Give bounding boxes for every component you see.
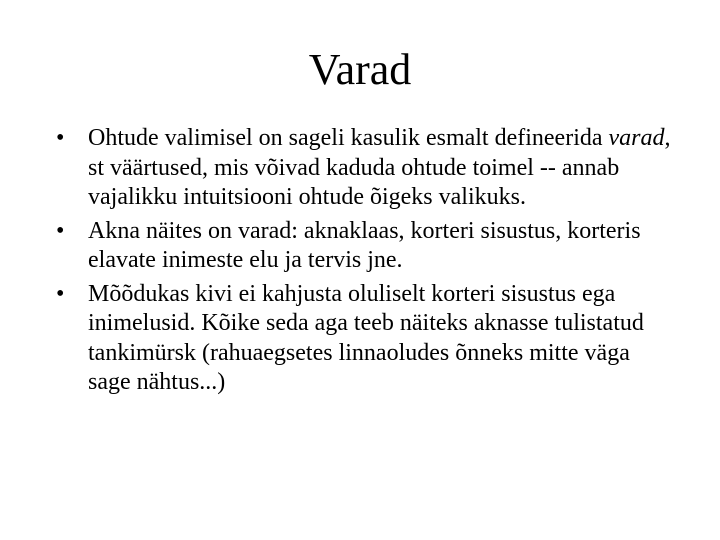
bullet-marker-icon: • bbox=[56, 280, 65, 307]
bullet-marker-icon: • bbox=[56, 125, 65, 151]
bullet-text-1-emphasis: varad bbox=[608, 125, 665, 151]
bullet-text-1-after: , st väärtused, mis võivad kaduda ohtude toimel -- annab vajalikku intuitsiooni ohtude õigeks valikuks. bbox=[88, 125, 671, 210]
bullet-text-3: Mõõdukas kivi ei kahjusta oluliselt korteri sisustus ega inimelusid. Kõike seda aga teeb näiteks aknasse tulistatud tankimürsk (rahuaegsetes linnaoludes õnneks mitte väga sage nähtus...) bbox=[88, 280, 644, 395]
bullet-text-2: Akna näites on varad: aknaklaas, korteri sisustus, korteris elavate inimeste elu ja tervis jne. bbox=[88, 217, 641, 273]
bullet-text-1 bbox=[88, 125, 671, 210]
bullet-list bbox=[56, 124, 676, 402]
bullet-item-2 bbox=[56, 217, 676, 276]
bullet-marker-icon: • bbox=[56, 217, 65, 244]
bullet-item-3 bbox=[56, 280, 676, 398]
bullet-text-1-before: Ohtude valimisel on sageli kasulik esmalt defineerida bbox=[88, 125, 609, 151]
slide-title: Varad bbox=[308, 45, 412, 94]
bullet-item-1 bbox=[56, 124, 676, 213]
